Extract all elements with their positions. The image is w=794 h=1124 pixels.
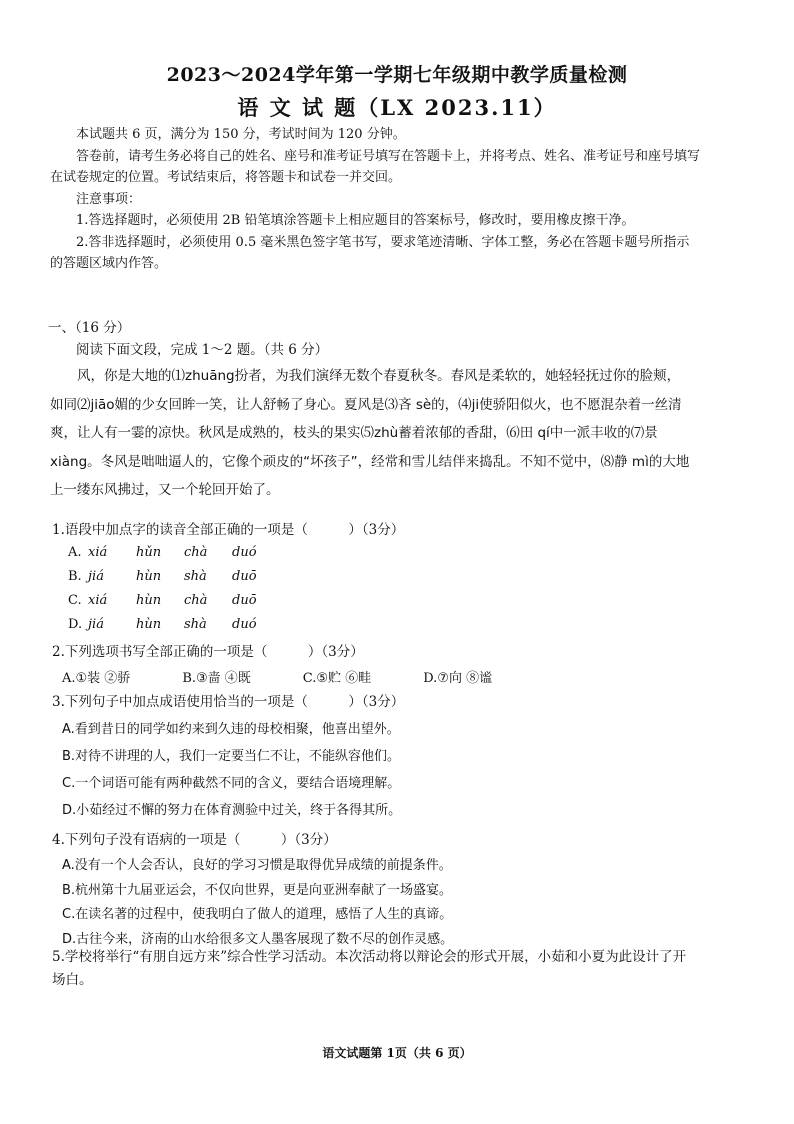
instructions <box>50 124 700 275</box>
question-1-stem: 1.语段中加点字的读音全部正确的一项是（ ）（3分） <box>52 522 405 538</box>
pinyin: chà <box>184 593 208 608</box>
question-3-stem: 3.下列句子中加点成语使用恰当的一项是（ ）（3分） <box>52 694 405 710</box>
question-1-options <box>68 545 280 641</box>
q4-option-d: D.古往今来，济南的山水给很多文人墨客展现了数不尽的创作灵感。 <box>62 931 454 947</box>
pinyin: xiá <box>88 593 108 608</box>
q1-option-a <box>68 545 280 569</box>
option-label: C. <box>68 593 82 608</box>
pinyin: duó <box>232 545 257 560</box>
pinyin: duō <box>232 593 257 608</box>
q3-option-c: C.一个词语可能有两种截然不同的含义，要结合语境理解。 <box>62 776 401 791</box>
pinyin: hǔn <box>136 545 162 560</box>
q3-option-d: D.小茹经过不懈的努力在体育测验中过关，终于各得其所。 <box>62 803 402 818</box>
q3-option-a: A.看到昔日的同学如约来到久违的母校相聚，他喜出望外。 <box>62 722 400 737</box>
q1-option-c <box>68 593 280 617</box>
pinyin: jiá <box>88 617 104 632</box>
subject-title: 语 文 试 题（LX 2023.11） <box>237 95 557 120</box>
pinyin: duó <box>232 617 257 632</box>
question-4-stem: 4.下列句子没有语病的一项是（ ）（3分） <box>52 832 337 848</box>
pinyin: hùn <box>136 569 162 584</box>
q1-option-d <box>68 617 280 641</box>
pinyin: xiá <box>88 545 108 560</box>
q2-option-b: B.③啬 ④既 <box>182 671 251 686</box>
option-label: B. <box>68 569 82 584</box>
q4-option-b: B.杭州第十九届亚运会，不仅向世界，更是向亚洲奉献了一场盛宴。 <box>62 882 453 898</box>
page-footer: 语文试题第 1页（共 6 页） <box>322 1046 472 1060</box>
passage-intro: 阅读下面文段，完成 1～2 题。（共 6 分） <box>76 342 329 358</box>
q3-option-b: B.对待不讲理的人，我们一定要当仁不让，不能纵容他们。 <box>62 749 401 764</box>
instruction-line-2: 答卷前，请考生务必将自己的姓名、座号和准考证号填写在答题卡上，并将考点、姓名、准考证号和座号填写在试卷规定的位置。考试结束后，将答题卡和试卷一并交回。 <box>50 148 701 185</box>
pinyin: duō <box>232 569 257 584</box>
q4-option-a: A.没有一个人会否认，良好的学习习惯是取得优异成绩的前提条件。 <box>62 858 452 873</box>
exam-title: 2023～2024学年第一学期七年级期中教学质量检测 <box>166 64 628 86</box>
option-label: A. <box>68 545 82 560</box>
q2-option-d: D.⑦向 ⑧谧 <box>423 671 493 686</box>
section-heading: 一、（16 分） <box>48 320 131 336</box>
question-4-options <box>62 854 453 952</box>
pinyin: hùn <box>136 617 162 632</box>
note-2: 2.答非选择题时，必须使用 0.5 毫米黑色签字笔书写，要求笔迹清晰、字体工整，务必在答题卡题号所指示的答题区域内作答。 <box>50 234 690 271</box>
q4-option-c: C.在读名著的过程中，使我明白了做人的道理，感悟了人生的真谛。 <box>62 907 453 922</box>
question-2-stem: 2.下列选项书写全部正确的一项是（ ）（3分） <box>52 644 364 660</box>
option-label: D. <box>68 617 83 632</box>
q2-option-a: A.①装 ②骄 <box>62 671 131 686</box>
q1-option-b <box>68 569 280 593</box>
pinyin: jiá <box>88 569 104 584</box>
notes-label: 注意事项： <box>76 191 142 207</box>
q2-option-c: C.⑤贮 ⑥畦 <box>302 671 372 686</box>
note-1: 1.答选择题时，必须使用 2B 铅笔填涂答题卡上相应题目的答案标号，修改时，要用橡皮擦干净。 <box>76 213 635 228</box>
passage-text: 风，你是大地的⑴zhuāng扮者，为我们演绎无数个春夏秋冬。春风是柔软的，她轻轻抚过你的脸颊，如同⑵jiāo媚的少女回眸一笑，让人舒畅了身心。夏风是⑶吝 sè的，⑷ji使骄阳似火，也不愿混杂着一丝清爽，让人有一霎的凉快。秋风是成熟的，枝头的果实⑸zhù蓄着浓郁的香甜，⑹田 qí中一派丰收的⑺景 xiàng。冬风是咄咄逼人的，它像个顽皮的“坏孩子”，经常和雪儿结伴来捣乱。不知不觉中，⑻静 mì的大地上一缕东风拂过，又一个轮回开始了。 <box>50 368 690 498</box>
reading-passage <box>50 362 690 505</box>
question-3-options <box>62 716 401 824</box>
pinyin: shà <box>184 569 207 584</box>
question-5-stem: 5.学校将举行“有朋自远方来”综合性学习活动。本次活动将以辩论会的形式开展，小茹和小夏为此设计了开场白。 <box>52 949 687 988</box>
question-2-options <box>62 667 492 686</box>
instruction-line-1: 本试题共 6 页，满分为 150 分，考试时间为 120 分钟。 <box>76 127 406 142</box>
pinyin: hùn <box>136 593 162 608</box>
pinyin: chà <box>184 545 208 560</box>
pinyin: shà <box>184 617 207 632</box>
